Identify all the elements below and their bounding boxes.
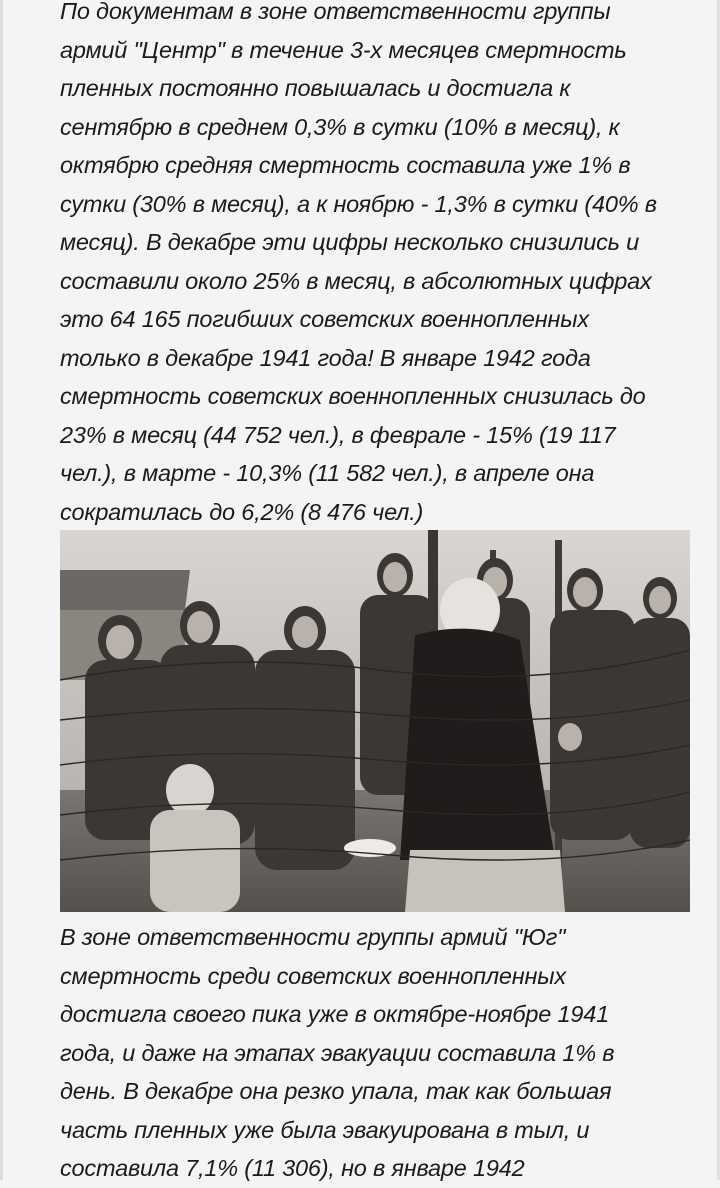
text-line: 23% в месяц (44 752 чел.), в феврале - 15% (19 117 [60,421,616,448]
text-line: сократилась до 6,2% (8 476 чел.) [60,498,424,525]
left-margin-rule [0,0,3,1180]
text-line: В зоне ответственности группы армий "Юг" [60,924,566,950]
text-line: По документам в зоне ответственности группы [60,0,611,24]
photo-illustration [60,530,690,912]
text-line: часть пленных уже была эвакуирована в тыл, и [60,1116,590,1143]
text-line: сутки (30% в месяц), а к ноябрю - 1,3% в сутки (40% в [60,190,657,217]
text-line: пленных постоянно повышалась и достигла к [60,75,571,101]
article-paragraph-2 [60,918,680,1188]
text-line: это 64 165 погибших советских военнопленных [60,306,589,332]
text-line: октябрю средняя смертность составила уже 1% в [60,152,631,178]
text-line: смертность среди советских военнопленных [60,962,566,989]
text-line: составила 7,1% (11 306), но в январе 1942 [60,1155,525,1181]
text-line: составили около 25% в месяц, в абсолютных цифрах [60,267,652,294]
text-line: смертность советских военнопленных снизилась до [60,383,646,409]
text-line: день. В декабре она резко упала, так как большая [60,1078,612,1104]
article-photo[interactable] [60,530,690,912]
text-line: чел.), в марте - 10,3% (11 582 чел.), в апреле она [60,460,595,486]
text-line: года, и даже на этапах эвакуации составила 1% в [60,1039,615,1066]
text-line: только в декабре 1941 года! В январе 1942 года [60,344,591,371]
text-line: сентябрю в среднем 0,3% в сутки (10% в месяц), к [60,113,620,140]
text-line: армий "Центр" в течение 3-х месяцев смертность [60,36,627,63]
text-line: достигла своего пика уже в октябре-ноябре 1941 [60,1001,609,1027]
article-paragraph-1 [60,0,690,531]
text-line: месяц). В декабре эти цифры несколько снизились и [60,229,640,255]
